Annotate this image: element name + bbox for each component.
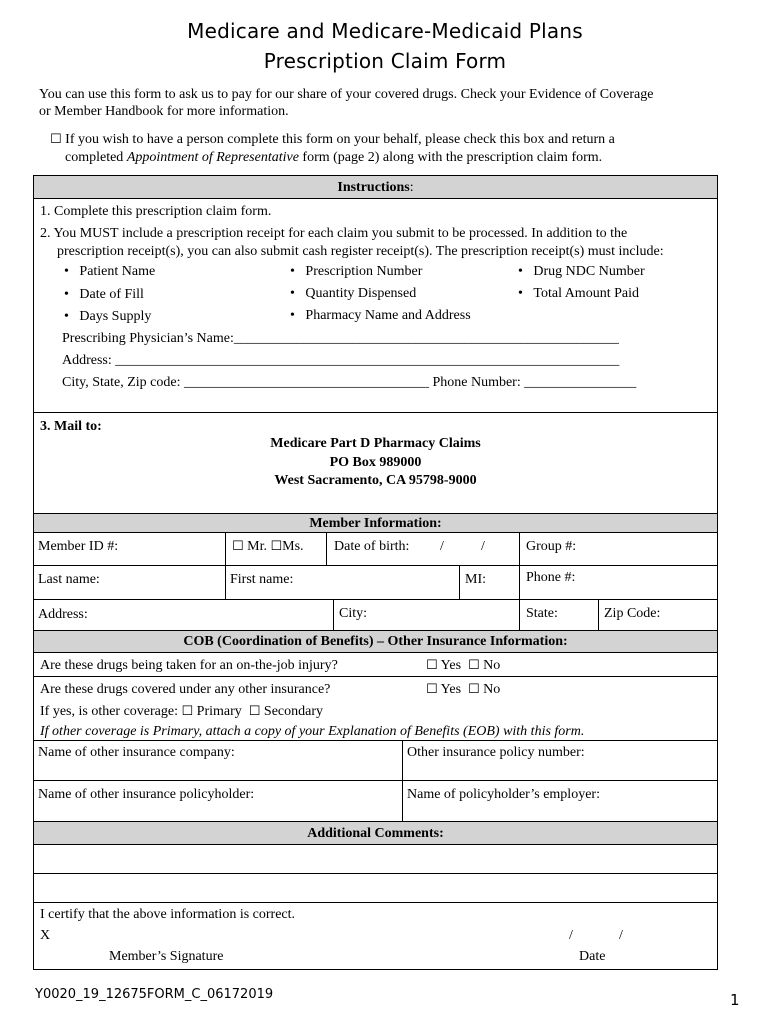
bullet-text: Total Amount Paid [533, 286, 639, 301]
claim-form [33, 175, 718, 970]
bullet-prescription-number [290, 264, 422, 280]
cob-heading: COB (Coordination of Benefits) – Other Insurance Information: [34, 630, 717, 653]
secondary-label: Secondary [263, 704, 324, 719]
middle-initial-field[interactable]: MI: [465, 572, 486, 587]
cell-divider [459, 565, 460, 599]
bullet-icon: • [518, 286, 523, 301]
first-name-field[interactable]: First name: [230, 572, 294, 587]
bullet-text: Patient Name [79, 264, 156, 279]
physician-address-field[interactable]: Address: ________________________________________________________________________ [62, 353, 620, 368]
bullet-date-of-fill [64, 287, 144, 303]
bullet-icon: • [290, 308, 295, 323]
comments-line-2[interactable] [34, 874, 717, 902]
physician-name-field[interactable]: Prescribing Physician’s Name:_______________________________________________________ [62, 331, 619, 346]
date-slash: / [619, 928, 623, 943]
ms-checkbox[interactable]: ☐ [270, 539, 283, 554]
bullet-text: Date of Fill [79, 287, 144, 302]
physician-city-phone-field[interactable]: City, State, Zip code: ___________________________________ Phone Number: ________________ [62, 375, 637, 390]
representative-note [50, 131, 730, 167]
dob-slash: / [440, 539, 444, 554]
bullet-total-amount [518, 286, 639, 302]
member-address-field[interactable]: Address: [38, 607, 88, 622]
page-number: 1 [730, 991, 740, 1009]
divider [34, 740, 717, 741]
divider [34, 412, 717, 413]
date-slash: / [569, 928, 573, 943]
coverage-type [40, 704, 323, 720]
group-number-field[interactable]: Group #: [526, 539, 577, 554]
signature-field[interactable] [54, 927, 574, 945]
bullet-text: Days Supply [79, 309, 152, 324]
no-label: No [483, 682, 501, 697]
instructions-heading-text: Instructions [337, 180, 410, 195]
mail-to-label: 3. Mail to: [40, 419, 102, 434]
signature-label: Member’s Signature [109, 949, 224, 964]
employer-field[interactable]: Name of policyholder’s employer: [407, 787, 600, 802]
mail-address-line-3: West Sacramento, CA 95798-9000 [274, 473, 477, 488]
injury-options [426, 658, 500, 674]
no-label: No [483, 658, 501, 673]
injury-yes-checkbox[interactable]: ☐ [426, 658, 438, 673]
bullet-icon: • [290, 286, 295, 301]
mr-checkbox[interactable]: ☐ [232, 539, 244, 554]
insurance-company-field[interactable]: Name of other insurance company: [38, 745, 235, 760]
divider [34, 599, 717, 600]
last-name-field[interactable]: Last name: [38, 572, 100, 587]
member-zip-field[interactable]: Zip Code: [604, 606, 661, 621]
bullet-text: Pharmacy Name and Address [305, 308, 471, 323]
member-info-heading: Member Information: [34, 513, 717, 533]
intro-text [39, 86, 729, 120]
cell-divider [225, 532, 226, 566]
bullet-text: Drug NDC Number [533, 264, 645, 279]
member-state-field[interactable]: State: [526, 606, 558, 621]
cell-divider [519, 599, 520, 630]
bullet-drug-ndc [518, 264, 645, 280]
rep-line-2b: form (page 2) along with the prescription claim form. [298, 150, 603, 165]
instruction-step-2-line1: 2. You MUST include a prescription receipt for each claim you submit to be processed. In addition to the [40, 226, 628, 241]
mr-label: Mr. [247, 539, 267, 554]
instruction-step-2-line2: prescription receipt(s), you can also submit cash register receipt(s). The prescription receipt(s) must include: [57, 244, 664, 259]
date-label: Date [579, 949, 606, 964]
form-title: Medicare and Medicare-Medicaid Plans [187, 19, 583, 43]
bullet-text: Quantity Dispensed [305, 286, 417, 301]
bullet-icon: • [64, 264, 69, 279]
rep-line-2a: completed [65, 150, 127, 165]
insurance-no-checkbox[interactable]: ☐ [468, 682, 480, 697]
bullet-quantity-dispensed [290, 286, 416, 302]
cell-divider [225, 565, 226, 599]
eob-note: If other coverage is Primary, attach a copy of your Explanation of Benefits (EOB) with this form. [40, 724, 585, 739]
instructions-heading-colon: : [409, 180, 414, 195]
cell-divider [326, 532, 327, 566]
other-insurance-options [426, 682, 500, 698]
mail-address-line-1: Medicare Part D Pharmacy Claims [270, 436, 481, 451]
title-selector [232, 539, 304, 555]
cell-divider [333, 599, 334, 630]
form-subtitle: Prescription Claim Form [263, 49, 507, 73]
ms-label: Ms. [282, 539, 304, 554]
intro-line-1: You can use this form to ask us to pay for our share of your covered drugs. Check your Evidence of Coverage [39, 87, 654, 102]
instruction-step-1: 1. Complete this prescription claim form. [40, 204, 272, 219]
injury-no-checkbox[interactable]: ☐ [468, 658, 480, 673]
yes-label: Yes [440, 682, 462, 697]
bullet-days-supply [64, 309, 151, 325]
divider [34, 565, 717, 566]
bullet-icon: • [518, 264, 523, 279]
phone-field[interactable]: Phone #: [526, 570, 576, 585]
primary-label: Primary [196, 704, 242, 719]
primary-checkbox[interactable]: ☐ [181, 704, 194, 719]
rep-line-1: If you wish to have a person complete this form on your behalf, please check this box and return a [65, 132, 615, 147]
bullet-pharmacy [290, 308, 471, 324]
dob-slash: / [481, 539, 485, 554]
yes-label: Yes [440, 658, 462, 673]
form-code: Y0020_19_12675FORM_C_06172019 [35, 987, 274, 1002]
comments-line-1[interactable] [34, 845, 717, 873]
divider [34, 780, 717, 781]
cell-divider [519, 532, 520, 566]
certification-text: I certify that the above information is correct. [40, 907, 296, 922]
cob-question-injury: Are these drugs being taken for an on-the-job injury? [40, 658, 338, 673]
bullet-icon: • [290, 264, 295, 279]
divider [34, 902, 717, 903]
secondary-checkbox[interactable]: ☐ [248, 704, 261, 719]
comments-heading: Additional Comments: [34, 821, 717, 845]
representative-checkbox[interactable]: ☐ [50, 132, 62, 147]
signature-x: X [40, 928, 51, 943]
policy-number-field[interactable]: Other insurance policy number: [407, 745, 585, 760]
policyholder-field[interactable]: Name of other insurance policyholder: [38, 787, 255, 802]
bullet-icon: • [64, 287, 69, 302]
date-of-birth-field[interactable]: Date of birth: [334, 539, 410, 554]
mail-address-line-2: PO Box 989000 [329, 455, 422, 470]
instructions-heading [34, 175, 717, 199]
date-field[interactable] [554, 927, 654, 945]
member-city-field[interactable]: City: [339, 606, 368, 621]
bullet-text: Prescription Number [305, 264, 423, 279]
member-id-field[interactable]: Member ID #: [38, 539, 119, 554]
intro-line-2: or Member Handbook for more information. [39, 104, 289, 119]
insurance-yes-checkbox[interactable]: ☐ [426, 682, 438, 697]
divider [34, 676, 717, 677]
cell-divider [598, 599, 599, 630]
cob-question-other-insurance: Are these drugs covered under any other insurance? [40, 682, 331, 697]
rep-line-2-em: Appointment of Representative [126, 150, 299, 165]
bullet-icon: • [64, 309, 69, 324]
bullet-patient-name [64, 264, 155, 280]
cell-divider [519, 565, 520, 599]
coverage-question: If yes, is other coverage: [40, 704, 178, 719]
